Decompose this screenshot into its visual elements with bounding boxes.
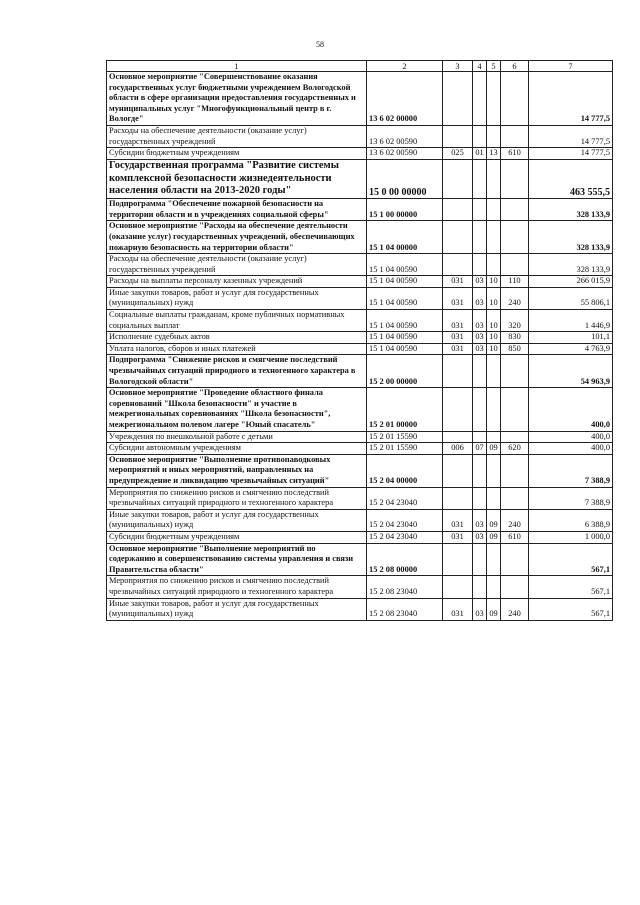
table-row: [107, 431, 613, 443]
ministry-code-cell: [443, 431, 473, 443]
expense-type-code-cell: 320: [501, 310, 529, 332]
subsection-code-cell: [487, 388, 501, 431]
ministry-code-cell: 031: [443, 276, 473, 288]
amount-cell: 101,1: [529, 332, 613, 344]
ministry-code-cell: [443, 388, 473, 431]
expense-type-code-cell: 850: [501, 343, 529, 355]
target-code-cell: 13 6 02 00590: [367, 148, 443, 160]
section-code-cell: [473, 159, 487, 198]
amount-cell: 7 388,9: [529, 487, 613, 509]
row-name-cell: Мероприятия по снижению рисков и смягчению последствий чрезвычайных ситуаций природного и техногенного характера: [107, 576, 367, 598]
ministry-code-cell: 031: [443, 343, 473, 355]
amount-cell: 328 133,9: [529, 221, 613, 254]
table-row: [107, 199, 613, 221]
ministry-code-cell: [443, 221, 473, 254]
section-code-cell: [473, 431, 487, 443]
row-name-cell: Иные закупки товаров, работ и услуг для государственных (муниципальных) нужд: [107, 598, 367, 620]
table-row: [107, 343, 613, 355]
target-code-cell: 13 6 02 00590: [367, 125, 443, 147]
target-code-cell: 15 2 04 23040: [367, 531, 443, 543]
row-name-cell: Иные закупки товаров, работ и услуг для государственных (муниципальных) нужд: [107, 509, 367, 531]
amount-cell: 266 015,9: [529, 276, 613, 288]
expense-type-code-cell: 240: [501, 509, 529, 531]
amount-cell: 55 806,1: [529, 287, 613, 309]
row-name-cell: Основное мероприятие "Выполнение мероприятий по содержанию и совершенствованию системы управления и связи Правительства области": [107, 543, 367, 576]
amount-cell: 1 446,9: [529, 310, 613, 332]
row-name-cell: Расходы на обеспечение деятельности (оказание услуг) государственных учреждений: [107, 125, 367, 147]
page-number: 58: [316, 40, 324, 49]
subsection-code-cell: 09: [487, 443, 501, 455]
expense-type-code-cell: [501, 254, 529, 276]
table-row: [107, 221, 613, 254]
ministry-code-cell: [443, 125, 473, 147]
subsection-code-cell: 09: [487, 598, 501, 620]
column-number: 4: [473, 61, 487, 72]
section-code-cell: [473, 388, 487, 431]
target-code-cell: 15 2 08 23040: [367, 576, 443, 598]
target-code-cell: 15 1 04 00590: [367, 310, 443, 332]
ministry-code-cell: [443, 576, 473, 598]
ministry-code-cell: [443, 254, 473, 276]
subsection-code-cell: [487, 487, 501, 509]
amount-cell: 14 777,5: [529, 72, 613, 126]
amount-cell: 567,1: [529, 598, 613, 620]
subsection-code-cell: [487, 159, 501, 198]
section-code-cell: [473, 72, 487, 126]
target-code-cell: 15 1 04 00590: [367, 332, 443, 344]
table-row: [107, 576, 613, 598]
section-code-cell: 01: [473, 148, 487, 160]
column-number: 6: [501, 61, 529, 72]
ministry-code-cell: 031: [443, 531, 473, 543]
row-name-cell: Мероприятия по снижению рисков и смягчению последствий чрезвычайных ситуаций природного и техногенного характера: [107, 487, 367, 509]
expense-type-code-cell: [501, 543, 529, 576]
table-row: [107, 72, 613, 126]
subsection-code-cell: 10: [487, 276, 501, 288]
section-code-cell: 03: [473, 598, 487, 620]
subsection-code-cell: [487, 221, 501, 254]
amount-cell: 328 133,9: [529, 254, 613, 276]
amount-cell: 463 555,5: [529, 159, 613, 198]
section-code-cell: 03: [473, 509, 487, 531]
ministry-code-cell: [443, 454, 473, 487]
table-row: [107, 388, 613, 431]
target-code-cell: 15 2 04 23040: [367, 509, 443, 531]
ministry-code-cell: 031: [443, 509, 473, 531]
subsection-code-cell: [487, 576, 501, 598]
expense-type-code-cell: [501, 72, 529, 126]
section-code-cell: [473, 576, 487, 598]
budget-table: [106, 60, 613, 621]
subsection-code-cell: 09: [487, 531, 501, 543]
column-number-row: [107, 61, 613, 72]
subsection-code-cell: [487, 543, 501, 576]
subsection-code-cell: 10: [487, 287, 501, 309]
table-row: [107, 487, 613, 509]
table-row: [107, 454, 613, 487]
expense-type-code-cell: [501, 355, 529, 388]
expense-type-code-cell: 610: [501, 531, 529, 543]
table-row: [107, 543, 613, 576]
subsection-code-cell: 09: [487, 509, 501, 531]
expense-type-code-cell: 240: [501, 598, 529, 620]
section-code-cell: 03: [473, 276, 487, 288]
amount-cell: 14 777,5: [529, 125, 613, 147]
ministry-code-cell: 031: [443, 310, 473, 332]
section-code-cell: 03: [473, 310, 487, 332]
expense-type-code-cell: 830: [501, 332, 529, 344]
ministry-code-cell: 006: [443, 443, 473, 455]
subsection-code-cell: 10: [487, 310, 501, 332]
section-code-cell: [473, 221, 487, 254]
expense-type-code-cell: 620: [501, 443, 529, 455]
row-name-cell: Субсидии автономным учреждениям: [107, 443, 367, 455]
subsection-code-cell: [487, 72, 501, 126]
row-name-cell: Основное мероприятие "Проведение областного финала соревнований "Школа безопасности" и участие в межрегиональных соревнованиях "Школа безопасности", межрегиональном полевом лагере "Юный спасатель": [107, 388, 367, 431]
table-row: [107, 598, 613, 620]
section-code-cell: [473, 254, 487, 276]
row-name-cell: Иные закупки товаров, работ и услуг для государственных (муниципальных) нужд: [107, 287, 367, 309]
section-code-cell: [473, 125, 487, 147]
ministry-code-cell: [443, 487, 473, 509]
target-code-cell: 15 2 08 00000: [367, 543, 443, 576]
subsection-code-cell: 13: [487, 148, 501, 160]
ministry-code-cell: 031: [443, 287, 473, 309]
row-name-cell: Основное мероприятие "Выполнение противопаводковых мероприятий и иных мероприятий, направленных на предупреждение и ликвидацию чрезвычайных ситуаций": [107, 454, 367, 487]
section-code-cell: [473, 543, 487, 576]
amount-cell: 4 763,9: [529, 343, 613, 355]
subsection-code-cell: [487, 454, 501, 487]
expense-type-code-cell: 240: [501, 287, 529, 309]
amount-cell: 54 963,9: [529, 355, 613, 388]
target-code-cell: 13 6 02 00000: [367, 72, 443, 126]
row-name-cell: Расходы на обеспечение деятельности (оказание услуг) государственных учреждений: [107, 254, 367, 276]
amount-cell: 400,0: [529, 431, 613, 443]
table-row: [107, 276, 613, 288]
expense-type-code-cell: [501, 388, 529, 431]
expense-type-code-cell: [501, 487, 529, 509]
row-name-cell: Расходы на выплаты персоналу казенных учреждений: [107, 276, 367, 288]
section-code-cell: [473, 487, 487, 509]
table-row: [107, 531, 613, 543]
column-number: 5: [487, 61, 501, 72]
expense-type-code-cell: [501, 221, 529, 254]
target-code-cell: 15 1 04 00000: [367, 221, 443, 254]
amount-cell: 400,0: [529, 443, 613, 455]
amount-cell: 400,0: [529, 388, 613, 431]
row-name-cell: Учреждения по внешкольной работе с детьми: [107, 431, 367, 443]
amount-cell: 7 388,9: [529, 454, 613, 487]
ministry-code-cell: 031: [443, 332, 473, 344]
table-row: [107, 355, 613, 388]
table-row: [107, 159, 613, 198]
ministry-code-cell: [443, 199, 473, 221]
ministry-code-cell: [443, 159, 473, 198]
amount-cell: 328 133,9: [529, 199, 613, 221]
target-code-cell: 15 0 00 00000: [367, 159, 443, 198]
section-code-cell: [473, 199, 487, 221]
expense-type-code-cell: [501, 431, 529, 443]
amount-cell: 1 000,0: [529, 531, 613, 543]
target-code-cell: 15 2 01 00000: [367, 388, 443, 431]
target-code-cell: 15 2 00 00000: [367, 355, 443, 388]
table-row: [107, 125, 613, 147]
subsection-code-cell: [487, 125, 501, 147]
row-name-cell: Социальные выплаты гражданам, кроме публичных нормативных социальных выплат: [107, 310, 367, 332]
subsection-code-cell: [487, 199, 501, 221]
row-name-cell: Основное мероприятие "Расходы на обеспечение деятельности (оказание услуг) государственных учреждений, обеспечивающих пожарную безопасность на территории области": [107, 221, 367, 254]
target-code-cell: 15 2 04 00000: [367, 454, 443, 487]
row-name-cell: Подпрограмма "Обеспечение пожарной безопасности на территории области и в учреждениях социальной сферы": [107, 199, 367, 221]
column-number: 2: [367, 61, 443, 72]
ministry-code-cell: [443, 72, 473, 126]
subsection-code-cell: [487, 431, 501, 443]
ministry-code-cell: [443, 355, 473, 388]
expense-type-code-cell: [501, 576, 529, 598]
ministry-code-cell: 031: [443, 598, 473, 620]
row-name-cell: Субсидии бюджетным учреждениям: [107, 148, 367, 160]
target-code-cell: 15 1 04 00590: [367, 343, 443, 355]
target-code-cell: 15 2 04 23040: [367, 487, 443, 509]
table-row: [107, 310, 613, 332]
subsection-code-cell: [487, 355, 501, 388]
section-code-cell: 03: [473, 343, 487, 355]
row-name-cell: Подпрограмма "Снижение рисков и смягчение последствий чрезвычайных ситуаций природного и техногенного характера в Вологодской области": [107, 355, 367, 388]
target-code-cell: 15 1 04 00590: [367, 287, 443, 309]
expense-type-code-cell: 110: [501, 276, 529, 288]
target-code-cell: 15 2 08 23040: [367, 598, 443, 620]
expense-type-code-cell: [501, 125, 529, 147]
section-code-cell: 03: [473, 531, 487, 543]
amount-cell: 567,1: [529, 576, 613, 598]
table-row: [107, 287, 613, 309]
table-row: [107, 332, 613, 344]
target-code-cell: 15 2 01 15590: [367, 443, 443, 455]
section-code-cell: 03: [473, 287, 487, 309]
subsection-code-cell: 10: [487, 343, 501, 355]
section-code-cell: 03: [473, 332, 487, 344]
amount-cell: 6 388,9: [529, 509, 613, 531]
ministry-code-cell: [443, 543, 473, 576]
row-name-cell: Субсидии бюджетным учреждениям: [107, 531, 367, 543]
row-name-cell: Государственная программа "Развитие системы комплексной безопасности жизнедеятельности населения области на 2013-2020 годы": [107, 159, 367, 198]
expense-type-code-cell: [501, 454, 529, 487]
target-code-cell: 15 1 04 00590: [367, 254, 443, 276]
expense-type-code-cell: [501, 199, 529, 221]
table-row: [107, 443, 613, 455]
amount-cell: 14 777,5: [529, 148, 613, 160]
column-number: 7: [529, 61, 613, 72]
subsection-code-cell: 10: [487, 332, 501, 344]
expense-type-code-cell: [501, 159, 529, 198]
row-name-cell: Исполнение судебных актов: [107, 332, 367, 344]
table-row: [107, 509, 613, 531]
target-code-cell: 15 1 04 00590: [367, 276, 443, 288]
row-name-cell: Уплата налогов, сборов и иных платежей: [107, 343, 367, 355]
column-number: 1: [107, 61, 367, 72]
section-code-cell: [473, 355, 487, 388]
table-row: [107, 254, 613, 276]
subsection-code-cell: [487, 254, 501, 276]
amount-cell: 567,1: [529, 543, 613, 576]
target-code-cell: 15 2 01 15590: [367, 431, 443, 443]
section-code-cell: [473, 454, 487, 487]
table-row: [107, 148, 613, 160]
ministry-code-cell: 025: [443, 148, 473, 160]
section-code-cell: 07: [473, 443, 487, 455]
target-code-cell: 15 1 00 00000: [367, 199, 443, 221]
expense-type-code-cell: 610: [501, 148, 529, 160]
row-name-cell: Основное мероприятие "Совершенствование оказания государственных услуг бюджетными учреждением Вологодской области в сфере организации предоставления государственных и муниципальных услуг "Многофункциональный центр в г. Вологде": [107, 72, 367, 126]
column-number: 3: [443, 61, 473, 72]
